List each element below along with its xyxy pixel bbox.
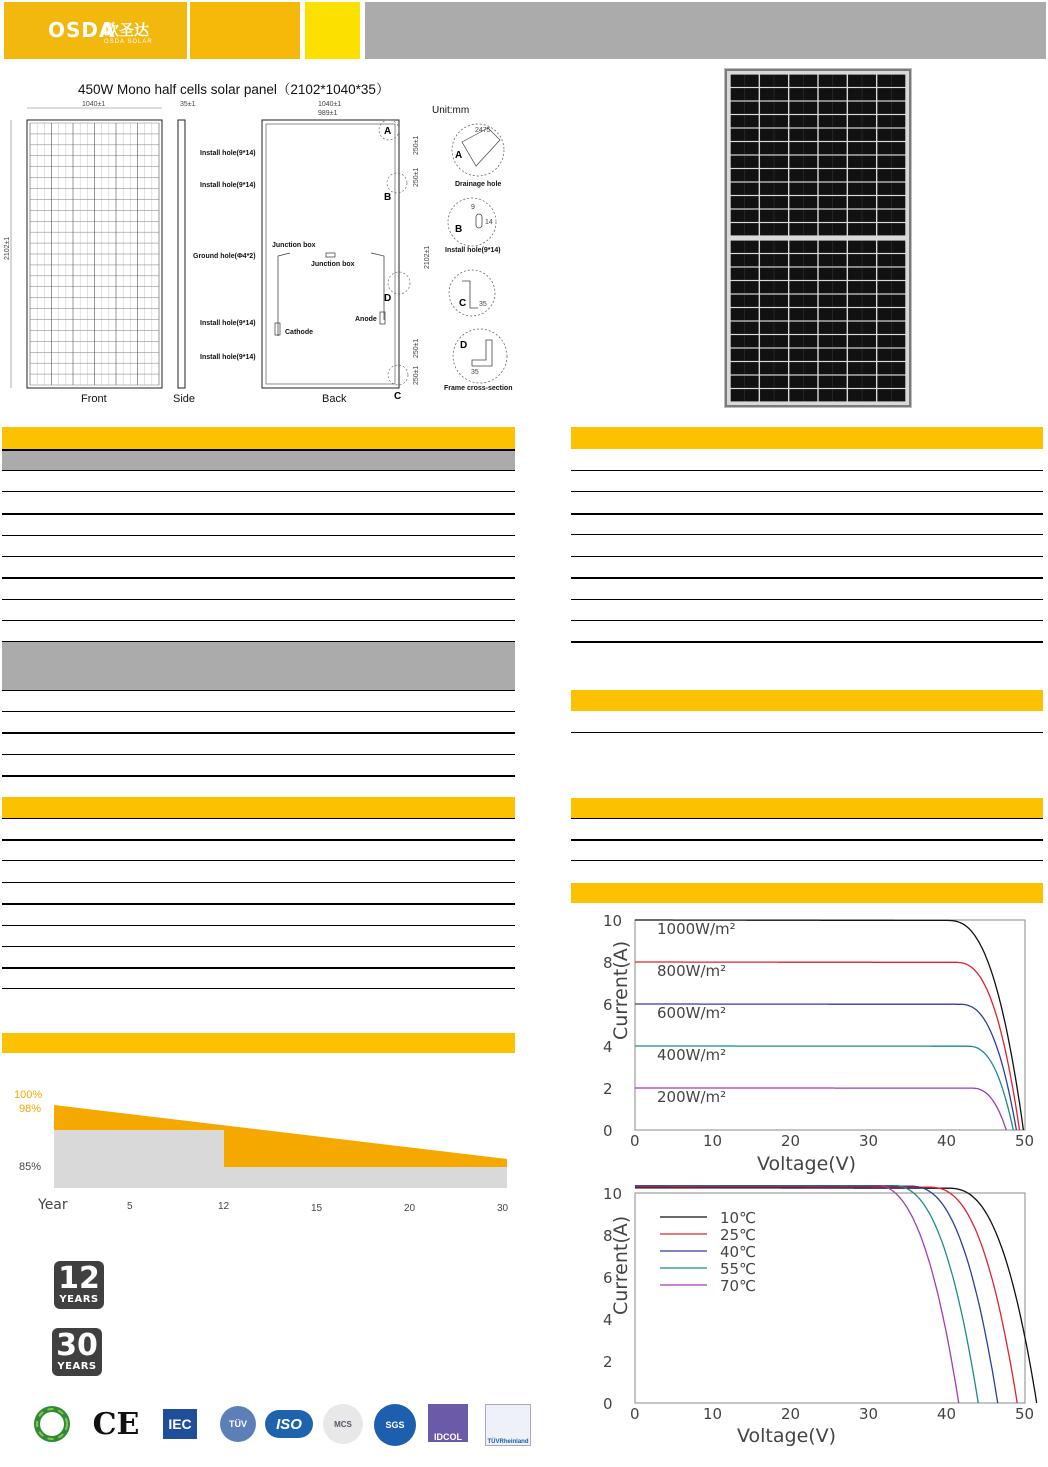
year-tick-20: 20 <box>404 1203 416 1214</box>
warranty-chart <box>0 1080 520 1220</box>
dim-250-b: 250±1 <box>413 167 420 187</box>
table-rule <box>571 839 1043 841</box>
install-hole-label-3: Install hole(9*14) <box>200 320 256 327</box>
x-tick-label: 30 <box>859 1132 879 1150</box>
badge-30-text: YEARS <box>57 1361 97 1372</box>
iv-chart-irradiance <box>565 910 1045 1180</box>
table-rule <box>571 641 1043 643</box>
detail-a-marker: A <box>455 150 463 161</box>
junction-box-label-1: Junction box <box>272 242 316 249</box>
mcs-logo: MCS <box>323 1404 363 1444</box>
dim-front-height: 2102±1 <box>4 236 11 260</box>
x-tick-label: 0 <box>630 1405 640 1423</box>
table-rule <box>2 775 515 777</box>
x-tick-label: 10 <box>703 1132 723 1150</box>
table-rule <box>571 599 1043 600</box>
sgs-logo: SGS <box>374 1404 416 1446</box>
series-label: 200W/m² <box>657 1088 727 1106</box>
noct-spec-subheader <box>2 642 515 690</box>
x-tick-label: 50 <box>1015 1405 1035 1423</box>
recycle-icon <box>32 1404 72 1444</box>
plot-frame <box>635 1193 1025 1403</box>
y-tick-label: 0 <box>603 1122 613 1140</box>
temperature-header <box>571 690 1043 711</box>
table-rule <box>2 732 515 734</box>
detail-b-marker: B <box>455 224 463 235</box>
detail-a-dim: 2475 <box>475 127 491 134</box>
detail-b-dim-w: 9 <box>471 204 475 211</box>
detail-d-label: Frame cross-section <box>444 385 513 392</box>
table-rule <box>2 470 515 471</box>
table-rule <box>2 754 515 755</box>
back-panel-outline <box>262 120 399 388</box>
table-rule <box>2 860 515 861</box>
series-label: 400W/m² <box>657 1046 727 1064</box>
table-rule <box>571 534 1043 535</box>
rule <box>571 732 1043 733</box>
table-rule <box>571 577 1043 579</box>
x-tick-label: 0 <box>630 1132 640 1150</box>
table-rule <box>571 818 1043 819</box>
header-title-bar <box>365 2 1046 59</box>
header-logo-block <box>4 2 187 59</box>
y-tick-label: 8 <box>603 1227 613 1245</box>
dim-inner-width: 989±1 <box>318 110 338 117</box>
legend-label: 70℃ <box>720 1277 756 1295</box>
year-tick-5: 5 <box>127 1201 133 1212</box>
junction-box-label-2: Junction box <box>311 261 355 268</box>
y-tick-label: 8 <box>603 954 613 972</box>
dim-thickness: 35±1 <box>180 101 196 108</box>
electrical-spec-header <box>2 427 515 449</box>
table-rule <box>571 620 1043 621</box>
x-tick-label: 40 <box>937 1132 957 1150</box>
detail-c-dim: 35 <box>479 301 487 308</box>
table-rule <box>2 903 515 905</box>
drawing-title: 450W Mono half cells solar panel（2102*1040*35） <box>78 82 390 97</box>
specs-header-right <box>571 427 1043 449</box>
legend-label: 40℃ <box>720 1243 756 1261</box>
pct-100: 100% <box>14 1089 43 1101</box>
y-tick-label: 2 <box>603 1353 613 1371</box>
logo-chinese: 欧圣达 <box>104 22 150 39</box>
marker-c: C <box>394 391 402 402</box>
series-label: 800W/m² <box>657 962 727 980</box>
detail-a-label: Drainage hole <box>455 181 502 188</box>
x-tick-label: 40 <box>937 1405 957 1423</box>
pct-85: 85% <box>19 1161 42 1173</box>
table-rule <box>2 556 515 557</box>
dim-250-a: 250±1 <box>413 135 420 155</box>
dim-250-c: 250±1 <box>413 338 420 358</box>
anode-label: Anode <box>355 316 377 323</box>
table-rule <box>571 556 1043 557</box>
x-axis-label: Voltage(V) <box>757 1153 857 1175</box>
legend-label: 10℃ <box>720 1209 756 1227</box>
y-tick-label: 2 <box>603 1080 613 1098</box>
side-label: Side <box>173 393 196 405</box>
rule <box>2 449 515 451</box>
badge-12-years <box>54 1261 104 1309</box>
electrical-spec-subheader <box>2 450 515 470</box>
marker-a: A <box>384 126 392 137</box>
iv-chart-temperature <box>565 1185 1045 1455</box>
back-label: Back <box>322 393 347 405</box>
idcol-logo: IDCOL <box>428 1404 468 1442</box>
install-hole-label-1: Install hole(9*14) <box>200 150 256 157</box>
y-axis-label: Current(A) <box>610 940 632 1040</box>
y-axis-label: Current(A) <box>610 1215 632 1315</box>
header-accent-orange <box>190 2 300 59</box>
panel-photo <box>724 68 912 408</box>
packing-header <box>571 798 1043 818</box>
ground-hole-label: Ground hole(Φ4*2) <box>193 253 256 260</box>
y-tick-label: 10 <box>603 1185 623 1203</box>
front-label: Front <box>81 393 107 405</box>
table-rule <box>2 599 515 600</box>
marker-d: D <box>384 293 392 304</box>
table-rule <box>2 577 515 579</box>
table-rule <box>2 620 515 621</box>
x-tick-label: 10 <box>703 1405 723 1423</box>
legend-label: 25℃ <box>720 1226 756 1244</box>
detail-b-label: Install hole(9*14) <box>445 247 501 254</box>
iec-logo: IEC <box>163 1409 197 1439</box>
table-rule <box>2 882 515 883</box>
year-tick-30: 30 <box>497 1203 509 1214</box>
x-tick-label: 20 <box>781 1132 801 1150</box>
y-tick-label: 6 <box>603 1269 613 1287</box>
install-hole-label-2: Install hole(9*14) <box>200 182 256 189</box>
table-rule <box>2 967 515 969</box>
y-tick-label: 4 <box>603 1311 613 1329</box>
side-view <box>178 120 185 388</box>
table-rule <box>2 988 515 989</box>
badge-12-number: 12 <box>58 1261 100 1296</box>
table-rule <box>2 513 515 515</box>
x-tick-label: 30 <box>859 1405 879 1423</box>
install-hole-label-4: Install hole(9*14) <box>200 354 256 361</box>
y-tick-label: 6 <box>603 996 613 1014</box>
pct-98: 98% <box>19 1103 42 1115</box>
logo-subtitle: OSDA SOLAR <box>104 39 153 45</box>
table-rule <box>2 690 515 691</box>
product-warranty-area <box>54 1130 224 1188</box>
detail-d-dim: 35 <box>471 369 479 376</box>
y-tick-label: 4 <box>603 1038 613 1056</box>
table-rule <box>571 491 1043 492</box>
iso-logo: ISO <box>265 1410 313 1438</box>
dim-250-d: 250±1 <box>413 365 420 385</box>
x-tick-label: 50 <box>1015 1132 1035 1150</box>
badge-30-number: 30 <box>56 1328 98 1363</box>
table-rule <box>2 839 515 841</box>
series-label: 1000W/m² <box>657 920 736 938</box>
table-rule <box>571 470 1043 471</box>
detail-b-dim-h: 14 <box>485 219 493 226</box>
detail-d-marker: D <box>460 340 468 351</box>
logo-text: OSDA <box>48 18 116 42</box>
legend-label: 55℃ <box>720 1260 756 1278</box>
x-axis-label: Voltage(V) <box>737 1425 837 1447</box>
dim-back-height: 2102±1 <box>424 245 431 269</box>
mechanical-spec-header <box>2 797 515 819</box>
table-rule <box>2 818 515 819</box>
panel-photo-cells <box>724 68 912 408</box>
header-accent-yellow <box>305 2 360 59</box>
ce-mark: CE <box>92 1406 140 1442</box>
dim-front-width: 1040±1 <box>82 101 106 108</box>
iv-curve-header <box>571 883 1043 903</box>
cathode-label: Cathode <box>285 329 313 336</box>
tuv-rheinland-logo: TÜVRheinland <box>485 1404 531 1446</box>
year-tick-12: 12 <box>218 1201 230 1212</box>
table-rule <box>2 946 515 947</box>
table-rule <box>571 513 1043 515</box>
badge-12-text: YEARS <box>59 1294 99 1305</box>
unit-label: Unit:mm <box>432 105 470 116</box>
y-tick-label: 10 <box>603 912 623 930</box>
table-rule <box>2 491 515 492</box>
badge-30-years <box>52 1328 102 1376</box>
dim-back-width: 1040±1 <box>318 101 342 108</box>
detail-c-marker: C <box>459 298 467 309</box>
warranty-header <box>2 1033 515 1053</box>
y-tick-label: 0 <box>603 1395 613 1413</box>
technical-drawing <box>0 68 520 408</box>
table-rule <box>2 925 515 926</box>
tuv-logo: TÜV <box>220 1406 256 1442</box>
x-tick-label: 20 <box>781 1405 801 1423</box>
year-label: Year <box>38 1197 68 1213</box>
series-label: 600W/m² <box>657 1004 727 1022</box>
year-tick-15: 15 <box>311 1203 323 1214</box>
linear-warranty-base <box>224 1167 507 1188</box>
table-rule <box>571 860 1043 861</box>
table-rule <box>2 535 515 536</box>
marker-b: B <box>384 192 392 203</box>
table-rule <box>2 711 515 712</box>
